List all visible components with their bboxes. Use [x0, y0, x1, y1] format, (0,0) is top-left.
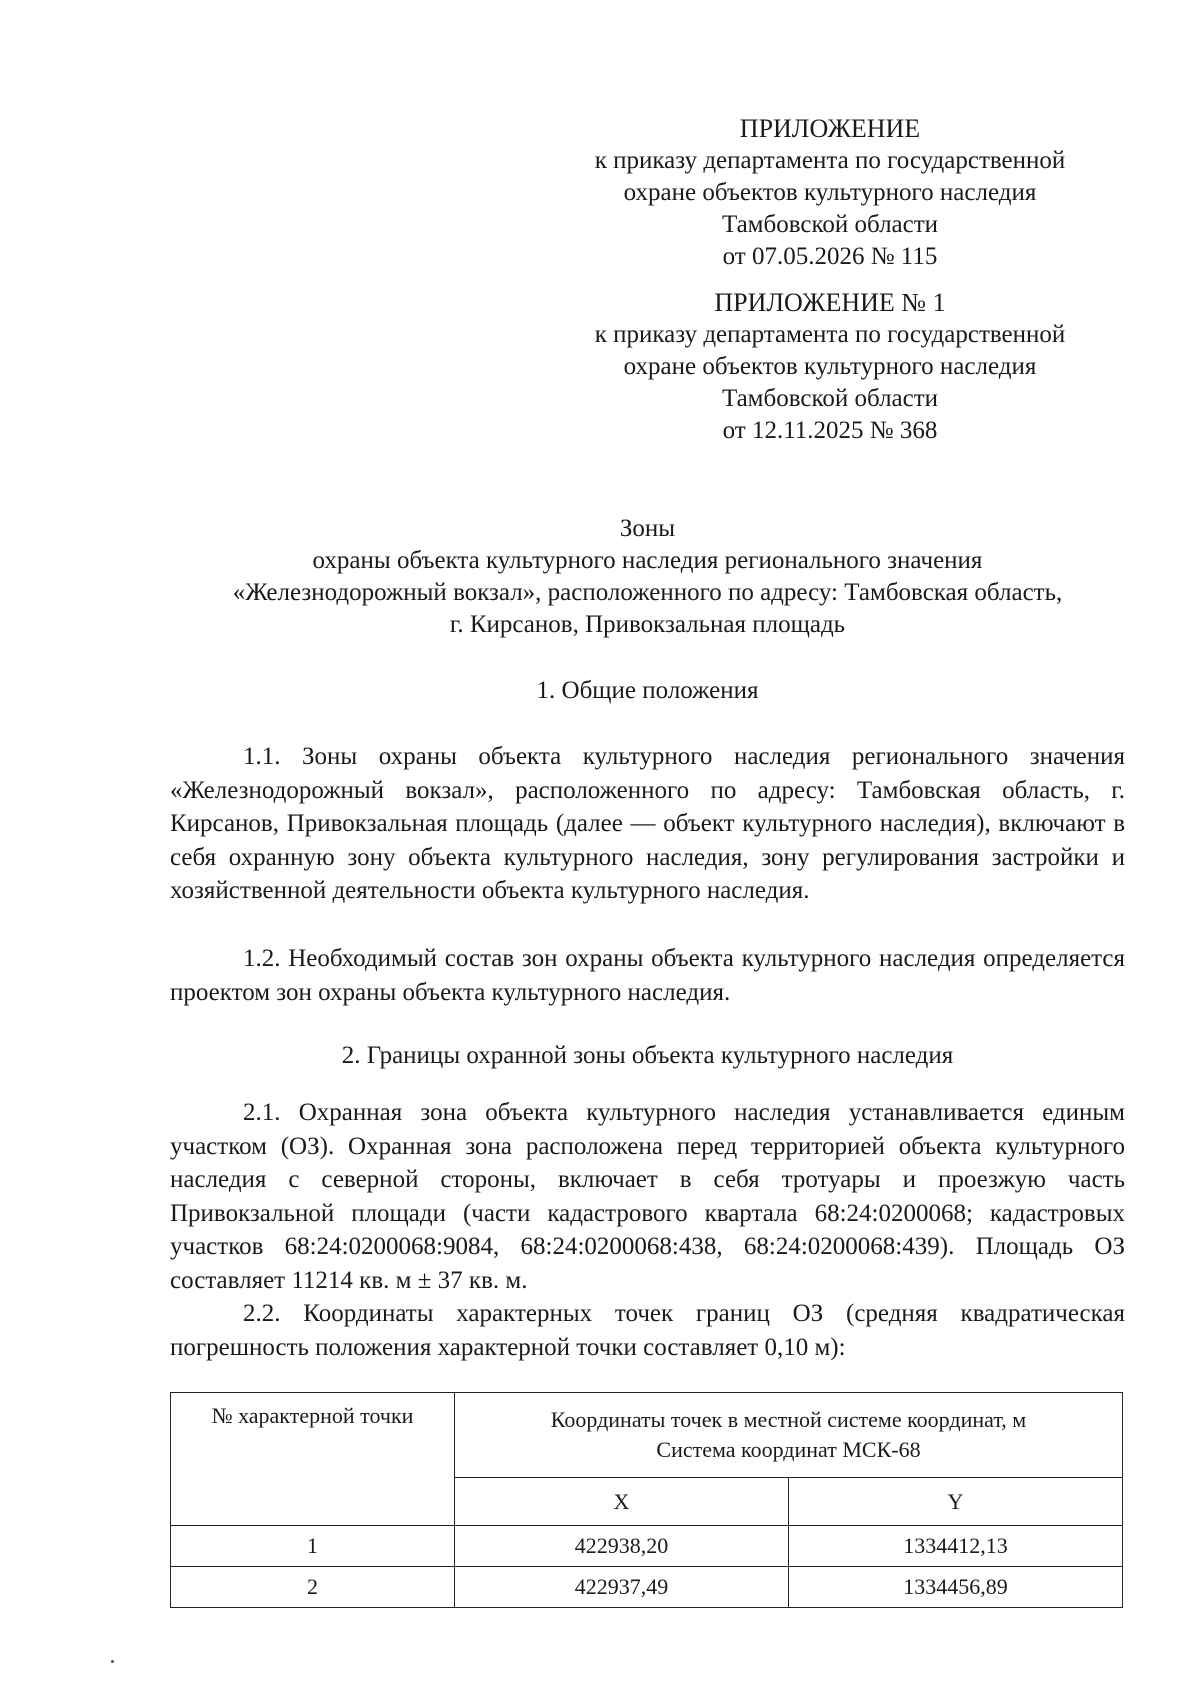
title-line: охраны объекта культурного наследия регионального значения	[312, 547, 983, 574]
appendix-header-previous	[560, 287, 1100, 447]
paragraph-2-2: 2.2. Координаты характерных точек границ ОЗ (средняя квадратическая погрешность положения характерной точки составляет 0,10 м):	[170, 1300, 1125, 1361]
appendix-line: к приказу департамента по государственной	[594, 147, 1066, 174]
table-row	[171, 1526, 1123, 1567]
section-heading-boundaries: 2. Границы охранной зоны объекта культурного наследия	[341, 1042, 954, 1069]
header-x: X	[455, 1478, 789, 1526]
paragraph-1-2: 1.2. Необходимый состав зон охраны объекта культурного наследия определяется проектом зон охраны объекта культурного наследия.	[170, 945, 1125, 1006]
appendix-line: к приказу департамента по государственной	[594, 321, 1066, 348]
header-y: Y	[789, 1478, 1123, 1526]
appendix-line: от 12.11.2025 № 368	[722, 417, 938, 444]
paragraph-2-1: 2.1. Охранная зона объекта культурного наследия устанавливается единым участком (ОЗ). Охранная зона расположена перед территорией объекта культурного наследия с северной стороны, включает в себя тротуары и проезжую часть Привокзальной площади (части кадастрового квартала 68:24:0200068; кадастровых участков 68:24:0200068:9084, 68:24:0200068:438, 68:24:0200068:439). Площадь ОЗ составляет 11214 кв. м ± 37 кв. м.	[170, 1099, 1125, 1294]
header-point-number: № характерной точки	[171, 1393, 455, 1526]
y-cell: 1334456,89	[789, 1567, 1123, 1608]
title-line: «Железнодорожный вокзал», расположенного по адресу: Тамбовская область,	[232, 579, 1063, 606]
table-row	[171, 1567, 1123, 1608]
title-line: г. Кирсанов, Привокзальная площадь	[449, 611, 846, 638]
header-coordinates-line: Система координат МСК-68	[656, 1437, 921, 1463]
title-line: Зоны	[619, 515, 676, 542]
header-coordinates-line: Координаты точек в местной системе координат, м	[550, 1407, 1027, 1433]
point-number-cell: 2	[171, 1567, 455, 1608]
section-heading-general: 1. Общие положения	[536, 677, 759, 704]
appendix-line: охране объектов культурного наследия	[623, 353, 1037, 380]
appendix-line: Тамбовской области	[721, 211, 939, 238]
appendix-line: Тамбовской области	[721, 385, 939, 412]
y-cell: 1334412,13	[789, 1526, 1123, 1567]
appendix-header-current	[560, 113, 1100, 273]
x-cell: 422938,20	[455, 1526, 789, 1567]
appendix-line: от 07.05.2026 № 115	[722, 243, 938, 270]
document-title	[170, 513, 1125, 641]
paragraph-1-1: 1.1. Зоны охраны объекта культурного наследия регионального значения «Железнодорожный вокзал», расположенного по адресу: Тамбовская область, г. Кирсанов, Привокзальная площадь (далее — объект культурного наследия), включают в себя охранную зону объекта культурного наследия, зону регулирования застройки и хозяйственной деятельности объекта культурного наследия.	[170, 743, 1125, 904]
table-header-row	[171, 1393, 1123, 1478]
coordinates-table	[170, 1392, 1123, 1608]
x-cell: 422937,49	[455, 1567, 789, 1608]
appendix-line: охране объектов культурного наследия	[623, 179, 1037, 206]
scan-speck	[111, 1660, 114, 1663]
header-coordinates	[455, 1393, 1123, 1478]
point-number-cell: 1	[171, 1526, 455, 1567]
appendix-heading: ПРИЛОЖЕНИЕ № 1	[714, 288, 946, 317]
appendix-heading: ПРИЛОЖЕНИЕ	[739, 114, 921, 143]
